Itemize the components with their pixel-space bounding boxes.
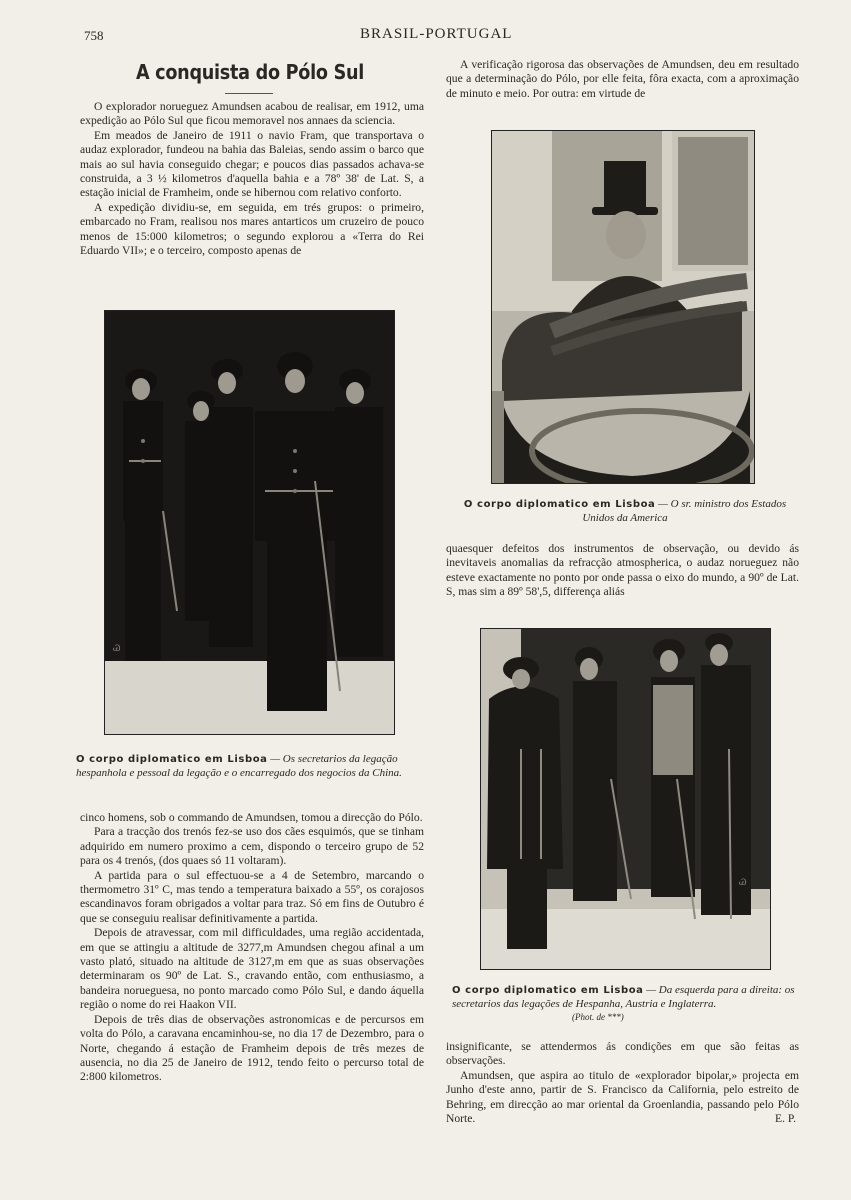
photo-us-minister-illustration: [492, 131, 754, 483]
paragraph: A partida para o sul effectuou-se a 4 de Setembro, marcando o thermometro 31º C, mas tendo a temperatura baixado a 55º, os corajosos escandinavos foram obrigados a voltar para traz. Só em fins de Outubro é que se conseguiu realisar definitivamente a partida.: [80, 868, 424, 925]
caption-text: — Os secretarios da legação hespanhola e pessoal da legação e o encarregado dos negocios da China.: [76, 753, 402, 779]
caption-three-secretaries: [452, 984, 804, 1025]
left-column-bottom-text: [80, 811, 424, 1085]
caption-us-minister: [460, 498, 790, 525]
caption-text: — O sr. ministro dos Estados Unidos da America: [582, 498, 787, 524]
page-number: 758: [84, 28, 104, 43]
paragraph: insignificante, se attendermos ás condições em que são feitas as observações.: [446, 1040, 799, 1068]
author-signature: E. P.: [775, 1112, 796, 1125]
paragraph: A expedição dividiu-se, em seguida, em trés grupos: o primeiro, embarcado no Fram, realisou nos mares antarticos um cruzeiro de pouco menos de 15:000 kilometros; o segundo explorou a «Terra do Rei Eduardo VII»; e o terceiro, composto apenas de: [80, 200, 424, 258]
photo-three-secretaries-illustration: [481, 629, 770, 969]
title-rule: [225, 93, 273, 94]
photo-three-legation-secretaries: [480, 628, 771, 970]
paragraph: O explorador norueguez Amundsen acabou de realisar, em 1912, uma expedição ao Pólo Sul que ficou memoravel nos annaes da sciencia.: [80, 100, 424, 128]
paragraph: Depois de atravessar, com mil difficuldades, uma região accidentada, em que se attingiu a altitude de 3277,m Amundsen chegou afinal a um vasto plató, situado na altitude de 3127,m em que as suas observações determinaram os 90º de Lat. S., cravando então, com enthusiasmo, a bandeira norueguesa, no ponto marcado como Pólo Sul, e dando áquella região o nome do rei Haakon VII.: [80, 926, 424, 1012]
right-column-middle-text: [446, 542, 799, 600]
paragraph: cinco homens, sob o commando de Amundsen, tomou a direcção do Pólo.: [80, 811, 423, 824]
running-head: BRASIL-PORTUGAL: [360, 26, 513, 42]
caption-lead: O corpo diplomatico em Lisboa: [463, 499, 656, 510]
caption-text: — Da esquerda para a direita: os secretarios das legações de Hespanha, Austria e Inglaterra.: [452, 984, 795, 1010]
left-column-top-text: [80, 100, 424, 258]
photo-monogram: Ꮚ: [739, 878, 747, 888]
caption-spanish-legation: [76, 753, 406, 780]
caption-lead: O corpo diplomatico em Lisboa: [452, 985, 644, 996]
paragraph: Depois de três dias de observações astronomicas e de percursos em volta do Pólo, a caravana encaminhou-se, no dia 17 de Dezembro, para o Norte, chegando á estação de Framheim depois de três mezes de ausencia, no dia 25 de Janeiro de 1912, tendo feito o percurso total de 2:800 kilometros.: [80, 1012, 424, 1084]
photo-spanish-legation-illustration: [105, 311, 394, 734]
photo-us-minister-carriage: [491, 130, 755, 484]
photo-credit: (Phot. de ***): [572, 1012, 624, 1022]
paragraph: Para a tracção dos trenós fez-se uso dos cães esquimós, que se tinham adquirido em numero proximo a cem, dispondo o terceiro grupo de 52 para os 4 trenós, (dos quaes só 11 voltaram).: [80, 825, 424, 868]
photo-monogram: Ꮚ: [113, 644, 121, 654]
right-column-top-text: [446, 58, 799, 101]
paragraph: quaesquer defeitos dos instrumentos de observação, ou devido ás inevitaveis anomalias da refracção atmospherica, o audaz norueguez não esteve exactamente no ponto por onde passa o eixo do mundo, a 90º de Lat. S, mas sim a 89º 58',5, differença aliás: [446, 542, 799, 599]
paragraph: Em meados de Janeiro de 1911 o navio Fram, que transportava o audaz explorador, fundeou na bahia das Baleias, sendo assim o barco que mais ao sul havia conseguido chegar; e poucos dias passados achava-se construida, a 3 ½ kilometros d'aquella bahia e a 78º 38' de Lat. S, a estação inicial de Framheim, onde se hibernou com relativo conforto.: [80, 128, 424, 200]
caption-lead: O corpo diplomatico em Lisboa: [76, 754, 268, 765]
paragraph: Amundsen, que aspira ao titulo de «explorador bipolar,» projecta em Junho d'este anno, partir de S. Francisco da California, pelo estreito de Behring, em direcção ao mar oriental da Groenlandia, passando pelo Pólo Norte.: [446, 1068, 799, 1126]
article-title: A conquista do Pólo Sul: [135, 60, 365, 84]
photo-spanish-legation-secretaries: [104, 310, 395, 735]
paragraph: A verificação rigorosa das observações de Amundsen, deu em resultado que a determinação do Pólo, por elle feita, fôra exacta, com a aproximação de minuto e meio. Por outra: em virtude de: [446, 58, 799, 100]
